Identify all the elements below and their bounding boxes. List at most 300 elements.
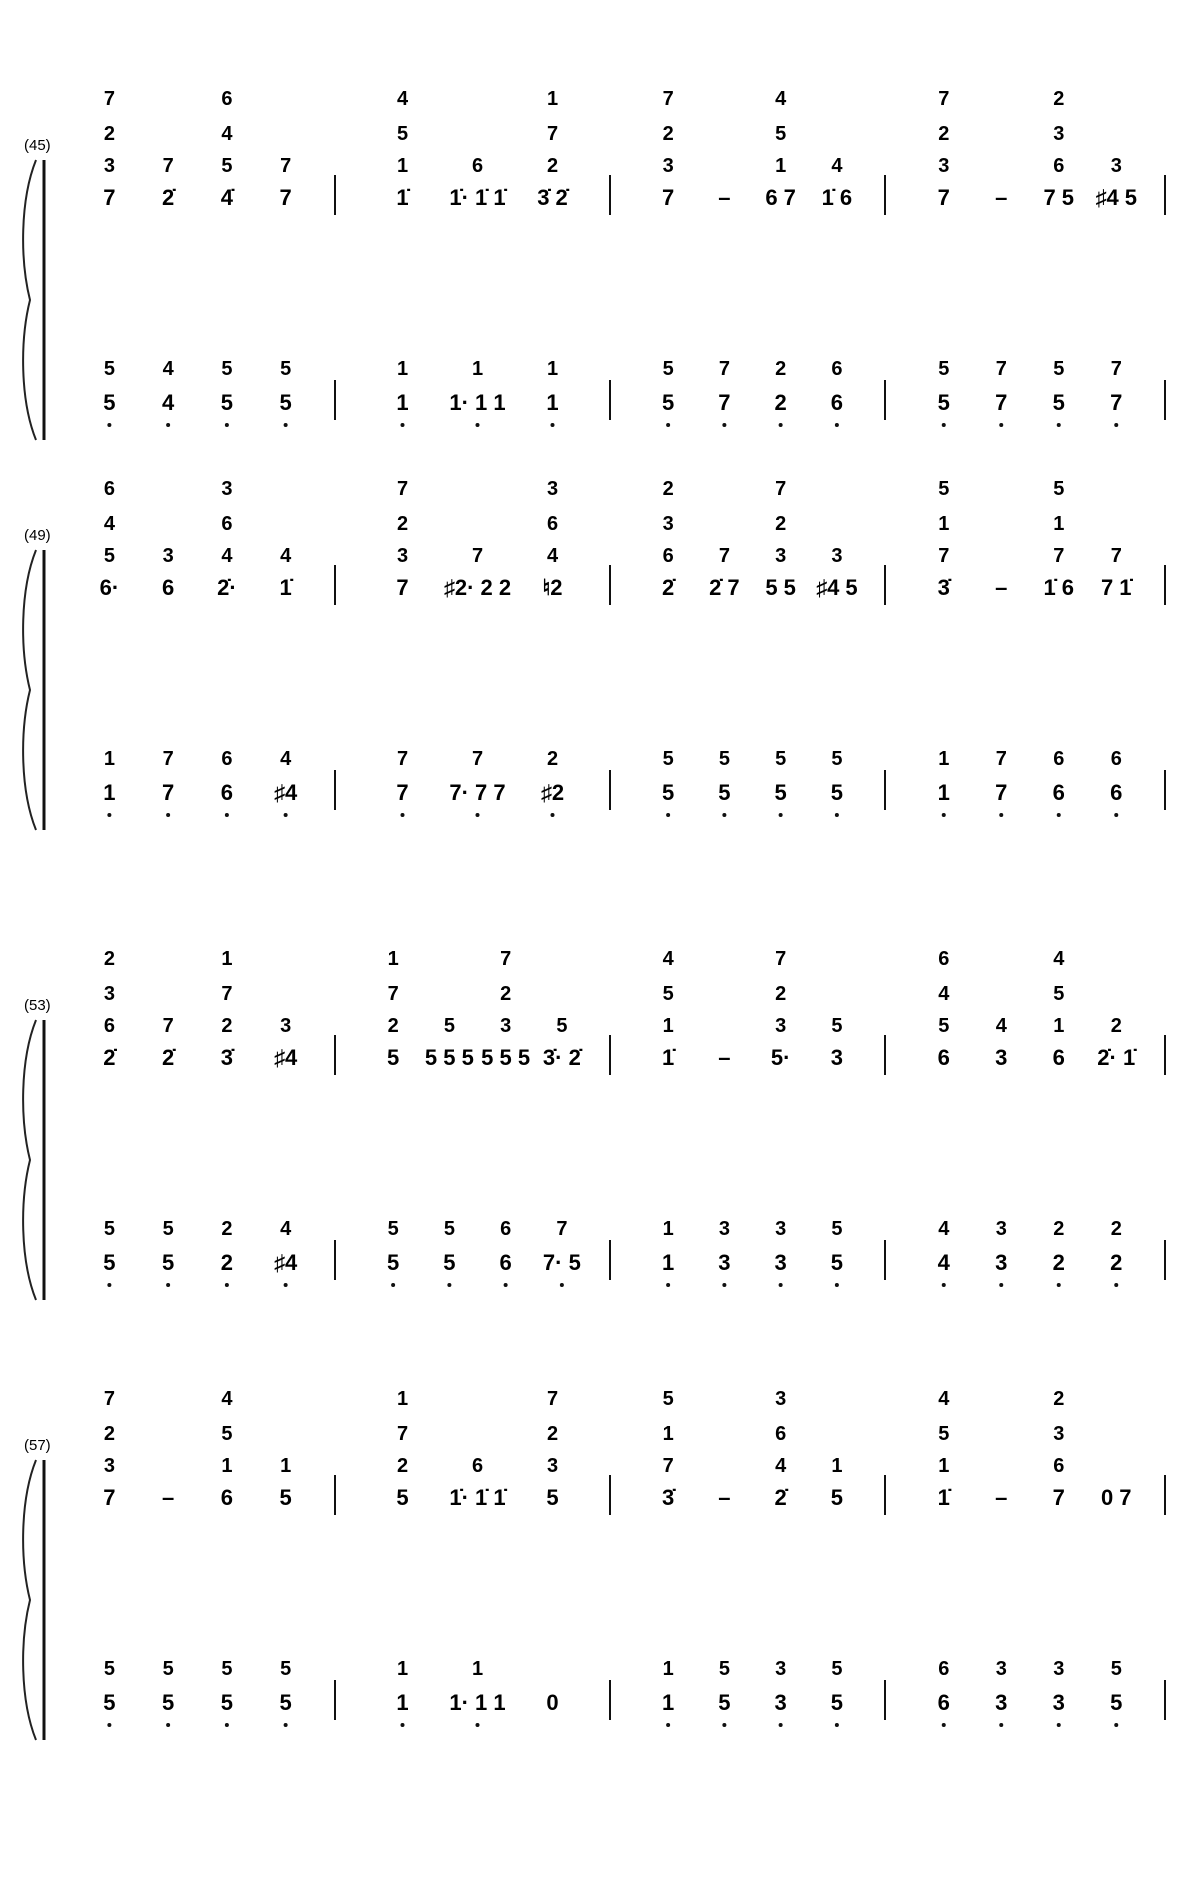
melody-note: 5· <box>770 1045 791 1070</box>
melody-note: – <box>718 1045 731 1070</box>
chord-note: 6 <box>221 513 233 535</box>
chord-note: 6 <box>938 948 950 970</box>
bass-note: 2 <box>1052 1250 1065 1275</box>
chord-note: 4 <box>775 88 787 110</box>
octave-dot <box>107 1283 111 1287</box>
bass-note: 5 <box>662 390 675 415</box>
bass-note: 5 <box>162 1690 175 1715</box>
left-hand-note: 2 <box>1110 1218 1122 1240</box>
bass-note: 6 <box>937 1690 950 1715</box>
chord-note: 2 <box>387 1015 399 1037</box>
octave-dot <box>551 813 555 817</box>
measure-number: (45) <box>24 137 51 154</box>
melody-note: 5 <box>546 1485 559 1510</box>
melody-note: 7 5 <box>1043 185 1075 210</box>
chord-note: 3 <box>103 983 115 1005</box>
octave-dot <box>447 1283 451 1287</box>
bass-note: 5 <box>279 390 292 415</box>
left-hand-note: 5 <box>103 1218 115 1240</box>
chord-note: 5 <box>662 1388 674 1410</box>
octave-dot <box>779 1723 783 1727</box>
left-hand-note: 7 <box>471 748 484 770</box>
melody-note: 3 <box>830 1045 843 1070</box>
left-hand-note: 5 <box>1110 1658 1122 1680</box>
bass-note: 5 <box>1052 390 1065 415</box>
bass-note: 3 <box>995 1690 1008 1715</box>
chord-note: 7 <box>162 1015 174 1037</box>
chord-note: 1 <box>221 1455 233 1477</box>
octave-dot <box>107 813 111 817</box>
chord-note: 3 <box>103 1455 115 1477</box>
chord-note: 5 <box>938 1423 950 1445</box>
left-hand-note: 5 <box>662 358 674 380</box>
staff-brace <box>23 1020 36 1300</box>
chord-note: 7 <box>718 545 730 567</box>
chord-note: 6 <box>471 155 484 177</box>
chord-note: 3 <box>500 1015 512 1037</box>
chord-note: 1 <box>396 1388 409 1410</box>
chord-note: 4 <box>995 1015 1007 1037</box>
chord-note: 3 <box>103 155 115 177</box>
melody-note: 3̇ <box>662 1485 675 1510</box>
chord-note: 4 <box>396 88 409 110</box>
octave-dot <box>166 423 170 427</box>
chord-note: 1 <box>1053 513 1065 535</box>
melody-note: 6 <box>220 1485 233 1510</box>
octave-dot <box>166 1283 170 1287</box>
bass-note: 4 <box>937 1250 950 1275</box>
system-4 <box>23 1388 1165 1740</box>
octave-dot <box>284 1283 288 1287</box>
bass-note: 7 <box>162 780 175 805</box>
left-hand-note: 7 <box>995 748 1007 770</box>
chord-note: 7 <box>396 1423 409 1445</box>
chord-note: 3 <box>546 478 559 500</box>
left-hand-note: 6 <box>1110 748 1122 770</box>
left-hand-note: 7 <box>1110 358 1122 380</box>
octave-dot <box>401 423 405 427</box>
chord-note: 7 <box>1110 545 1122 567</box>
bass-note: ♯4 <box>274 780 298 805</box>
system-2 <box>23 478 1165 830</box>
octave-dot <box>722 813 726 817</box>
labels-layer <box>24 137 51 1454</box>
octave-dot <box>722 1723 726 1727</box>
left-hand-note: 5 <box>103 1658 115 1680</box>
chord-note: 7 <box>500 948 512 970</box>
left-hand-note: 1 <box>103 748 115 770</box>
left-hand-note: 2 <box>221 1218 233 1240</box>
chord-note: 6 <box>662 545 674 567</box>
bass-note: 2 <box>774 390 787 415</box>
chord-note: 3 <box>1110 155 1122 177</box>
left-hand-note: 1 <box>938 748 950 770</box>
left-hand-note: 1 <box>662 1658 674 1680</box>
chord-note: 6 <box>546 513 559 535</box>
melody-note: 7 <box>279 185 292 210</box>
chord-note: 2 <box>546 155 559 177</box>
chord-note: 5 <box>1053 983 1065 1005</box>
melody-note: 5 5 5 <box>481 1045 531 1070</box>
left-hand-note: 7 <box>556 1218 568 1240</box>
left-hand-note: 6 <box>221 748 233 770</box>
melody-note: 4̇ <box>220 185 233 210</box>
octave-dot <box>504 1283 508 1287</box>
chord-note: 7 <box>396 478 409 500</box>
octave-dot <box>666 1283 670 1287</box>
left-hand-note: 5 <box>831 748 843 770</box>
octave-dot <box>835 1723 839 1727</box>
bass-note: 5 <box>718 1690 731 1715</box>
melody-note: 5 <box>830 1485 843 1510</box>
chord-note: 5 <box>938 1015 950 1037</box>
bass-note: 7 <box>718 390 731 415</box>
octave-dot <box>999 1283 1003 1287</box>
chord-note: 7 <box>546 123 559 145</box>
melody-note: 1̇· 1̇ 1̇ <box>449 1485 506 1510</box>
octave-dot <box>107 1723 111 1727</box>
octave-dot <box>942 1283 946 1287</box>
melody-note: 1̇ 6 <box>821 185 853 210</box>
chord-note: 3 <box>938 155 950 177</box>
chord-note: 5 <box>662 983 674 1005</box>
bass-note: 5 <box>830 1690 843 1715</box>
left-hand-note: 4 <box>280 1218 292 1240</box>
octave-dot <box>284 423 288 427</box>
octave-dot <box>722 1283 726 1287</box>
bass-note: 1 <box>662 1690 675 1715</box>
bass-note: 5 <box>220 1690 233 1715</box>
chord-note: 6 <box>221 88 233 110</box>
bass-note: 5 <box>387 1250 400 1275</box>
octave-dot <box>166 813 170 817</box>
octave-dot <box>942 423 946 427</box>
bass-note: 5 <box>718 780 731 805</box>
left-hand-note: 1 <box>471 358 484 380</box>
chord-note: 1 <box>221 948 233 970</box>
bass-note: 5 <box>937 390 950 415</box>
bass-note: 5 <box>1110 1690 1123 1715</box>
chord-note: 4 <box>221 123 233 145</box>
left-hand-note: 5 <box>280 358 292 380</box>
chord-note: 2 <box>775 513 787 535</box>
chord-note: 2 <box>1053 88 1065 110</box>
left-hand-note: 5 <box>280 1658 292 1680</box>
left-hand-note: 5 <box>162 1218 174 1240</box>
melody-note: 6· <box>99 575 120 600</box>
chord-note: 7 <box>546 1388 559 1410</box>
bass-note: 5 <box>279 1690 292 1715</box>
octave-dot <box>1114 813 1118 817</box>
chord-note: 1 <box>938 1455 950 1477</box>
octave-dot <box>1114 1723 1118 1727</box>
left-hand-note: 2 <box>775 358 787 380</box>
melody-note: 2̇ <box>162 1045 175 1070</box>
left-hand-note: 5 <box>103 358 115 380</box>
chord-note: 4 <box>280 545 292 567</box>
melody-note: ♯4 5 <box>1095 185 1138 210</box>
melody-note: 7 <box>662 185 675 210</box>
octave-dot <box>999 1723 1003 1727</box>
bass-note: 7· 5 <box>542 1250 581 1275</box>
melody-note: 6 <box>937 1045 950 1070</box>
chord-note: 3 <box>831 545 843 567</box>
melody-note: 3̇ <box>220 1045 233 1070</box>
chord-note: 4 <box>221 1388 233 1410</box>
octave-dot <box>942 813 946 817</box>
left-hand-note: 2 <box>1053 1218 1065 1240</box>
chord-note: 7 <box>775 948 787 970</box>
chord-note: 5 <box>396 123 409 145</box>
bass-note: 3 <box>774 1690 787 1715</box>
chord-note: 1 <box>662 1423 674 1445</box>
chord-note: 7 <box>938 88 950 110</box>
bass-note: 6 <box>830 390 843 415</box>
octave-dot <box>779 813 783 817</box>
octave-dot <box>476 1723 480 1727</box>
bass-note: 3 <box>718 1250 731 1275</box>
left-hand-note: 3 <box>995 1218 1007 1240</box>
chord-note: 2 <box>396 1455 409 1477</box>
chord-note: 4 <box>938 983 950 1005</box>
chord-note: 7 <box>662 88 674 110</box>
bass-note: 7 <box>995 780 1008 805</box>
left-hand-note: 4 <box>280 748 292 770</box>
melody-note: ♯4 5 <box>816 575 858 600</box>
melody-note: 7 <box>103 185 116 210</box>
bass-note: 5 <box>830 780 843 805</box>
bass-note: 5 <box>443 1250 456 1275</box>
chord-note: 5 <box>938 478 950 500</box>
left-hand-note: 5 <box>162 1658 174 1680</box>
melody-note: 5 5 <box>765 575 796 600</box>
chord-note: 3 <box>1053 1423 1065 1445</box>
staff-brace <box>23 1460 36 1740</box>
left-hand-note: 5 <box>775 748 787 770</box>
bass-note: 5 <box>103 1250 116 1275</box>
chord-note: 3 <box>775 545 787 567</box>
octave-dot <box>166 1723 170 1727</box>
left-hand-note: 5 <box>718 1658 730 1680</box>
chord-note: 4 <box>662 948 674 970</box>
chord-note: 2 <box>221 1015 233 1037</box>
chord-note: 1 <box>1053 1015 1065 1037</box>
chord-note: 2 <box>396 513 409 535</box>
melody-note: 7 <box>937 185 950 210</box>
melody-note: – <box>995 1485 1008 1510</box>
measure-number: (53) <box>24 997 51 1014</box>
chord-note: 5 <box>103 545 115 567</box>
chord-note: 7 <box>471 545 484 567</box>
octave-dot <box>401 813 405 817</box>
bass-note: 5 <box>162 1250 175 1275</box>
notes-layer <box>23 88 1165 1740</box>
melody-note: 5 5 5 <box>424 1045 474 1070</box>
octave-dot <box>284 1723 288 1727</box>
chord-note: 4 <box>103 513 115 535</box>
melody-note: 5 <box>396 1485 409 1510</box>
chord-note: 1 <box>831 1455 843 1477</box>
octave-dot <box>1114 1283 1118 1287</box>
melody-note: 7 <box>1052 1485 1065 1510</box>
chord-note: 2 <box>103 948 115 970</box>
octave-dot <box>391 1283 395 1287</box>
bass-note: 7 <box>1110 390 1123 415</box>
bass-note: 1 <box>546 390 559 415</box>
chord-note: 7 <box>221 983 233 1005</box>
octave-dot <box>1057 1283 1061 1287</box>
bass-note: 2 <box>220 1250 233 1275</box>
left-hand-note: 1 <box>396 358 409 380</box>
left-hand-note: 7 <box>162 748 174 770</box>
chord-note: 3 <box>221 478 233 500</box>
bass-note: 5 <box>103 390 116 415</box>
octave-dot <box>476 423 480 427</box>
left-hand-note: 7 <box>396 748 409 770</box>
octave-dot <box>999 423 1003 427</box>
chord-note: 1 <box>387 948 399 970</box>
chord-note: 5 <box>775 123 787 145</box>
left-hand-note: 5 <box>221 358 233 380</box>
octave-dot <box>835 813 839 817</box>
melody-note: 1̇ <box>937 1485 950 1510</box>
bass-note: 1· 1 1 <box>449 390 506 415</box>
melody-note: 6 7 <box>765 185 796 210</box>
chord-note: 7 <box>387 983 399 1005</box>
bass-note: 5 <box>830 1250 843 1275</box>
octave-dot <box>942 1723 946 1727</box>
left-hand-note: 1 <box>662 1218 674 1240</box>
bass-note: 5 <box>103 1690 116 1715</box>
chord-note: 5 <box>221 1423 233 1445</box>
melody-note: ♮2 <box>542 575 563 600</box>
octave-dot <box>666 1723 670 1727</box>
bass-note: 7· 7 7 <box>449 780 506 805</box>
left-hand-note: 4 <box>162 358 174 380</box>
bass-note: 1 <box>103 780 116 805</box>
octave-dot <box>999 813 1003 817</box>
bass-note: 6 <box>499 1250 512 1275</box>
chord-note: 2 <box>1053 1388 1065 1410</box>
bass-note: 3 <box>1052 1690 1065 1715</box>
chord-note: 5 <box>1053 478 1065 500</box>
octave-dot <box>722 423 726 427</box>
left-hand-note: 6 <box>831 358 843 380</box>
chord-note: 2 <box>103 1423 115 1445</box>
melody-note: 6 <box>1052 1045 1065 1070</box>
bass-note: ♯4 <box>274 1250 298 1275</box>
system-1 <box>23 88 1165 440</box>
octave-dot <box>225 1723 229 1727</box>
chord-note: 5 <box>221 155 233 177</box>
chord-note: 1 <box>280 1455 292 1477</box>
melody-note: 2̇ 7 <box>709 575 740 600</box>
left-hand-note: 5 <box>221 1658 233 1680</box>
bass-note: 1 <box>396 390 409 415</box>
chord-note: 1 <box>546 88 559 110</box>
chord-note: 4 <box>831 155 843 177</box>
octave-dot <box>666 423 670 427</box>
chord-note: 7 <box>103 88 115 110</box>
octave-dot <box>1114 423 1118 427</box>
octave-dot <box>560 1283 564 1287</box>
octave-dot <box>1057 813 1061 817</box>
chord-note: 7 <box>1053 545 1065 567</box>
melody-note: 1̇· 1̇ 1̇ <box>449 185 506 210</box>
bass-note: 1· 1 1 <box>449 1690 506 1715</box>
left-hand-note: 1 <box>396 1658 409 1680</box>
melody-note: ♯4 <box>274 1045 298 1070</box>
staff-brace <box>23 160 36 440</box>
octave-dot <box>284 813 288 817</box>
left-hand-note: 6 <box>1053 748 1065 770</box>
bass-note: 3 <box>774 1250 787 1275</box>
left-hand-note: 7 <box>718 358 730 380</box>
system-3 <box>23 948 1165 1300</box>
chord-note: 3 <box>662 513 674 535</box>
left-hand-note: 5 <box>831 1218 843 1240</box>
measure-number: (57) <box>24 1437 51 1454</box>
chord-note: 7 <box>162 155 174 177</box>
chord-note: 2 <box>103 123 115 145</box>
chord-note: 6 <box>1053 155 1065 177</box>
bass-note: 1 <box>396 1690 409 1715</box>
left-hand-note: 5 <box>718 748 730 770</box>
chord-note: 3 <box>280 1015 292 1037</box>
octave-dot <box>1057 1723 1061 1727</box>
bass-note: 6 <box>220 780 233 805</box>
chord-note: 2 <box>500 983 512 1005</box>
chord-note: 3 <box>546 1455 559 1477</box>
chord-note: 5 <box>556 1015 568 1037</box>
octave-dot <box>107 423 111 427</box>
melody-note: 7 <box>103 1485 116 1510</box>
melody-note: – <box>995 575 1008 600</box>
left-hand-note: 2 <box>546 748 559 770</box>
octave-dot <box>779 1283 783 1287</box>
chord-note: 7 <box>938 545 950 567</box>
melody-note: 6 <box>162 575 175 600</box>
bass-note: 4 <box>162 390 175 415</box>
melody-note: 1̇ <box>396 185 409 210</box>
chord-note: 1 <box>396 155 409 177</box>
melody-note: 3 <box>995 1045 1008 1070</box>
chord-note: 3 <box>396 545 409 567</box>
chord-note: 4 <box>1053 948 1065 970</box>
left-hand-note: 7 <box>995 358 1007 380</box>
left-hand-note: 4 <box>938 1218 950 1240</box>
octave-dot <box>666 813 670 817</box>
chord-note: 4 <box>938 1388 950 1410</box>
left-hand-note: 5 <box>938 358 950 380</box>
melody-note: 1̇ <box>279 575 292 600</box>
left-hand-note: 3 <box>1053 1658 1065 1680</box>
bass-note: 7 <box>396 780 409 805</box>
left-hand-note: 3 <box>995 1658 1007 1680</box>
chord-note: 6 <box>103 478 115 500</box>
chord-note: 7 <box>103 1388 115 1410</box>
melody-note: 5 <box>279 1485 292 1510</box>
octave-dot <box>225 423 229 427</box>
melody-note: 2̇· <box>217 575 237 600</box>
chord-note: 2 <box>546 1423 559 1445</box>
chord-note: 4 <box>775 1455 787 1477</box>
bass-note: 5 <box>220 390 233 415</box>
octave-dot <box>835 423 839 427</box>
melody-note: 7 1̇ <box>1100 575 1132 600</box>
left-hand-note: 3 <box>775 1658 787 1680</box>
melody-note: 2̇ <box>162 185 175 210</box>
